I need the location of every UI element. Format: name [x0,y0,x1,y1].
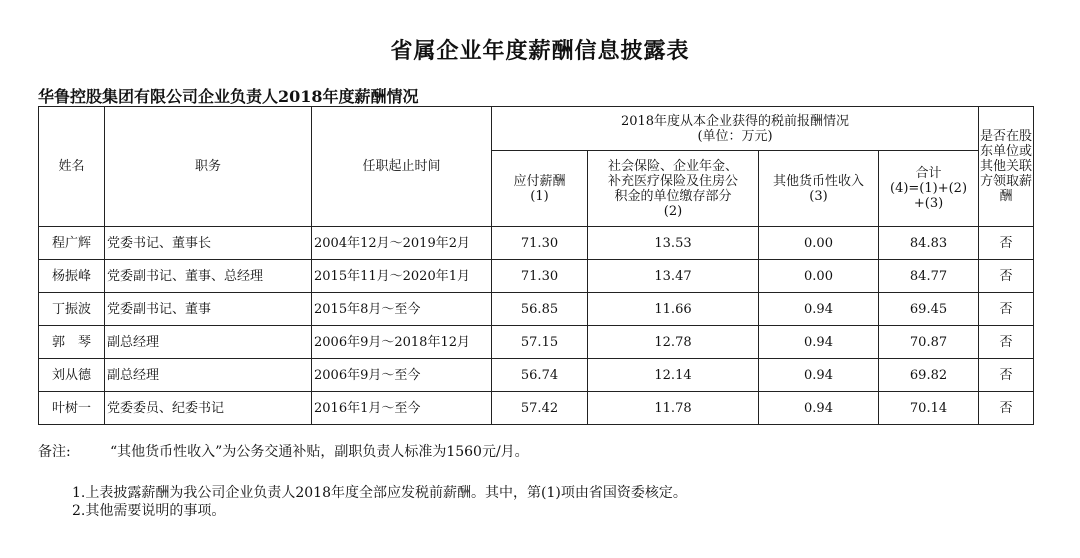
cell-insurance: 12.78 [588,326,759,359]
cell-other-income: 0.94 [759,392,879,425]
page-title: 省属企业年度薪酬信息披露表 [390,38,690,64]
header-pretax-unit: (单位：万元) [697,128,773,144]
cell-total: 70.87 [879,326,979,359]
salary-table [38,106,1034,425]
cell-insurance: 11.66 [588,293,759,326]
cell-position: 党委委员、纪委书记 [105,392,312,425]
header-name: 姓名 [39,107,105,227]
header-position: 职务 [105,107,312,227]
header-other-income [759,151,879,227]
cell-other-income: 0.94 [759,359,879,392]
cell-salary: 57.42 [492,392,588,425]
cell-insurance: 13.53 [588,227,759,260]
header-term: 任职起止时间 [312,107,492,227]
cell-other-income: 0.94 [759,326,879,359]
cell-other-income: 0.00 [759,260,879,293]
header-salary-label: 应付薪酬 [513,173,566,189]
cell-related-party: 否 [979,359,1034,392]
cell-related-party: 否 [979,260,1034,293]
cell-term: 2006年9月～至今 [312,359,492,392]
header-pretax-title: 2018年度从本企业获得的税前报酬情况 [620,113,850,129]
header-related-party [979,107,1034,227]
cell-position: 党委副书记、董事、总经理 [105,260,312,293]
table-row [39,359,1034,392]
header-salary-index: (1) [530,188,549,204]
header-related-line: 酬 [999,189,1013,204]
cell-related-party: 否 [979,293,1034,326]
cell-position: 党委副书记、董事 [105,293,312,326]
cell-salary: 71.30 [492,260,588,293]
cell-name: 郭 琴 [39,326,105,359]
cell-other-income: 0.94 [759,293,879,326]
cell-name: 丁振波 [39,293,105,326]
header-total [879,151,979,227]
cell-term: 2016年1月～至今 [312,392,492,425]
header-insurance-index: (2) [663,203,683,219]
table-row [39,326,1034,359]
cell-salary: 56.85 [492,293,588,326]
note-item-2: 2.其他需要说明的事项。 [72,503,226,519]
header-related-line: 其他关联 [980,159,1033,174]
cell-insurance: 13.47 [588,260,759,293]
cell-term: 2006年9月～2018年12月 [312,326,492,359]
cell-salary: 56.74 [492,359,588,392]
header-other-index: (3) [809,188,828,204]
cell-total: 84.77 [879,260,979,293]
table-row [39,392,1034,425]
header-insurance-line: 积金的单位缴存部分 [614,188,732,204]
cell-related-party: 否 [979,227,1034,260]
cell-total: 69.45 [879,293,979,326]
note-item-1: 1.上表披露薪酬为我公司企业负责人2018年度全部应发税前薪酬。其中，第(1)项由省国资委核定。 [72,485,687,501]
cell-insurance: 12.14 [588,359,759,392]
cell-position: 党委书记、董事长 [105,227,312,260]
cell-term: 2015年11月～2020年1月 [312,260,492,293]
remark-line [38,441,529,461]
header-related-line: 方领取薪 [980,174,1033,189]
table-row [39,293,1034,326]
header-other-label: 其他货币性收入 [772,173,864,189]
header-pretax-group [492,107,979,151]
header-total-label: 合计 [915,166,942,181]
cell-total: 70.14 [879,392,979,425]
header-insurance-line: 补充医疗保险及住房公 [607,173,738,189]
cell-related-party: 否 [979,326,1034,359]
cell-related-party: 否 [979,392,1034,425]
header-related-line: 是否在股 [980,129,1033,144]
table-row [39,260,1034,293]
cell-salary: 57.15 [492,326,588,359]
header-insurance [588,151,759,227]
cell-total: 84.83 [879,227,979,260]
cell-name: 叶树一 [39,392,105,425]
cell-insurance: 11.78 [588,392,759,425]
header-total-formula: (4)=(1)+(2) [890,181,968,196]
header-salary [492,151,588,227]
cell-total: 69.82 [879,359,979,392]
cell-name: 程广辉 [39,227,105,260]
cell-name: 刘从德 [39,359,105,392]
cell-term: 2004年12月～2019年2月 [312,227,492,260]
header-related-line: 东单位或 [980,144,1033,159]
cell-term: 2015年8月～至今 [312,293,492,326]
remark-label: 备注: [38,444,71,460]
cell-name: 杨振峰 [39,260,105,293]
table-subtitle: 华鲁控股集团有限公司企业负责人2018年度薪酬情况 [38,87,419,106]
cell-other-income: 0.00 [759,227,879,260]
table-row [39,227,1034,260]
remark-text: “其他货币性收入”为公务交通补贴，副职负责人标准为1560元/月。 [110,444,529,460]
cell-position: 副总经理 [105,359,312,392]
cell-position: 副总经理 [105,326,312,359]
header-insurance-line: 社会保险、企业年金、 [607,158,738,174]
header-total-formula-cont: +(3) [913,196,944,211]
cell-salary: 71.30 [492,227,588,260]
